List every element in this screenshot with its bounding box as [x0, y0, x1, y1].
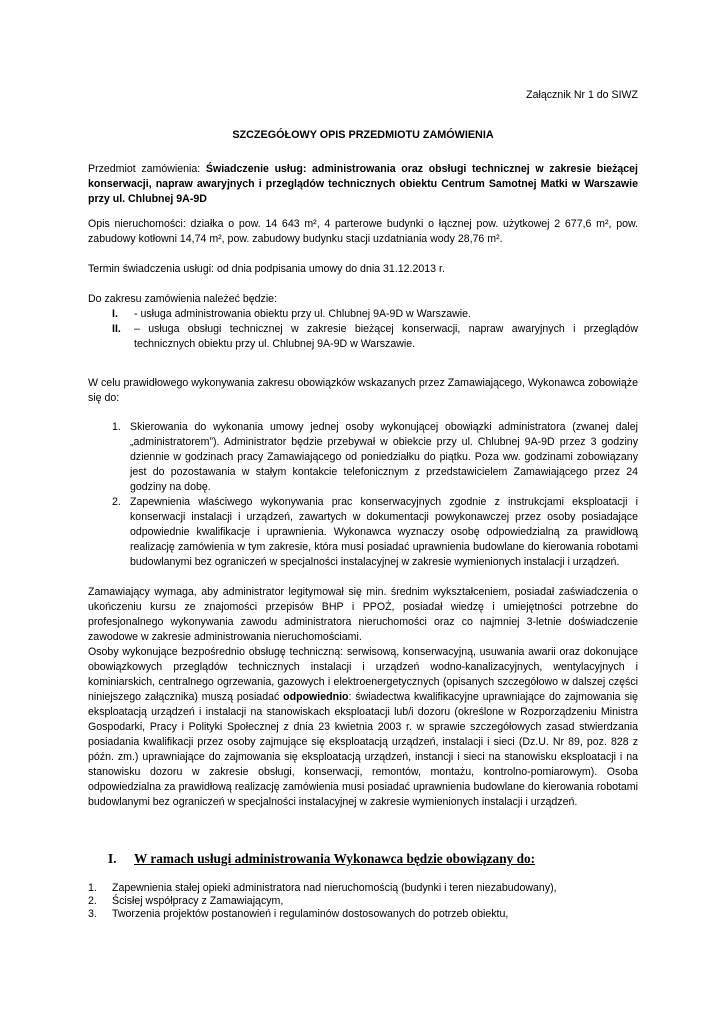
obligation-intro: W celu prawidłowego wykonywania zakresu obowiązków wskazanych przez Zamawiającego, Wykonawca zobowiąże się do:: [88, 377, 638, 404]
document-title: SZCZEGÓŁOWY OPIS PRZEDMIOTU ZAMÓWIENIA: [232, 129, 494, 141]
requirements-technical-staff: [88, 645, 638, 810]
section-item-number: 2.: [88, 895, 97, 907]
obligation-number: 2.: [112, 496, 121, 508]
section-item-number: 1.: [88, 882, 97, 894]
scope-item-text: – usługa obsługi technicznej w zakresie bieżącej konserwacji, napraw awaryjnych i przeglądów technicznych obiektu przy ul. Chlubnej 9A-9D w Warszawie.: [134, 323, 638, 350]
section-number: I.: [108, 851, 117, 866]
section-item-text: Zapewnienia stałej opieki administratora nad nieruchomością (budynki i teren niezabudowany),: [112, 882, 557, 894]
section-item-text: Tworzenia projektów postanowień i regulaminów dostosowanych do potrzeb obiektu,: [112, 908, 509, 920]
section-items-list: [88, 882, 638, 921]
obligation-text: Zapewnienia właściwego wykonywania prac konserwacyjnych zgodnie z instrukcjami eksploatacji i konserwacji instalacji i urządzeń, zawartych w dokumentacji powykonawczej przez osoby posiadające odpowiednie kwalifikacje i uprawnienia. Wykonawca wyznaczy osobę odpowiedzialną za prawidłową realizację zamówienia w tym zakresie, która musi posiadać uprawnienia budowlane do kierowania robotami budowlanymi bez ograniczeń w specjalności instalacyjnej w zakresie wymienionych instalacji i urządzeń.: [130, 496, 638, 568]
subject-label: Przedmiot zamówienia:: [88, 163, 206, 175]
section-item-text: Ścisłej współpracy z Zamawiającym,: [112, 895, 284, 907]
service-term: Termin świadczenia usługi: od dnia podpisania umowy do dnia 31.12.2013 r.: [88, 263, 445, 275]
requirements-text-continued: : świadectwa kwalifikacyjne uprawniające do zajmowania się eksploatacją urządzeń i instalacji na stanowiskach eksploatacji lub/i dozoru (określone w Rozporządzeniu Ministra Gospodarki, Pracy i Polityki Społecznej z dnia 23 kwietnia 2003 r. w sprawie szczegółowych zasad stwierdzania posiadania kwalifikacji przez osoby zajmujące się eksploatacją urządzeń, instalacji i sieci (Dz.U. Nr 89, poz. 828 z późn. zm.) uprawniające do zajmowania się eksploatacją urządzeń, instancji i sieci na stanowisku eksploatacji i na stanowisku dozoru w zakresie obsługi, konserwacji, remontów, montażu, kontrolno-pomiarowym). Osoba odpowiedzialna za prawidłową realizację zamówienia musi posiadać uprawnienia budowlane do kierowania robotami budowlanymi bez ograniczeń w specjalności instalacyjnej w zakresie wymienionych instalacji i urządzeń.: [88, 691, 638, 808]
annex-label: Załącznik Nr 1 do SIWZ: [526, 89, 638, 101]
scope-item: [112, 307, 638, 322]
obligation-item: [88, 420, 638, 495]
subject-value: Świadczenie usług: administrowania oraz obsługi technicznej w zakresie bieżącej konserwacji, napraw awaryjnych i przeglądów technicznych obiektu Centrum Samotnej Matki w Warszawie przy ul. Chlubnej 9A-9D: [88, 163, 638, 205]
section-item: [88, 882, 638, 895]
obligations-list: [88, 420, 638, 570]
scope-item-text: - usługa administrowania obiektu przy ul. Chlubnej 9A-9D w Warszawie.: [134, 308, 471, 320]
section-item-number: 3.: [88, 908, 97, 920]
requirements-emphasis: odpowiednio: [283, 691, 349, 703]
obligation-item: [88, 495, 638, 570]
subject-paragraph: [88, 162, 638, 207]
section-item: [88, 895, 638, 908]
property-description: Opis nieruchomości: działka o pow. 14 643 m², 4 parterowe budynki o łącznej pow. użytkowej 2 677,6 m², pow. zabudowy kotłowni 14,74 m², pow. zabudowy budynku stacji uzdatniania wody 28,76 m².: [88, 218, 638, 245]
obligation-text: Skierowania do wykonania umowy jednej osoby wykonującej obowiązki administratora (zwanej dalej „administratorem”). Administrator będzie przebywał w obiekcie przy ul. Chlubnej 9A-9D przez 3 godziny dziennie w godzinach pracy Zamawiającego od poniedziałku do piątku. Poza ww. godzinami zobowiązany jest do pozostawania w stałym kontakcie telefonicznym z przedstawicielem Zamawiającego przez 24 godziny na dobę.: [130, 421, 638, 493]
requirements-text: Osoby wykonujące bezpośrednio obsługę techniczną: serwisową, konserwacyjną, usuwania awarii oraz dokonujące obowiązkowych przeglądów technicznych instalacji i urządzeń wodno-kanalizacyjnych, wentylacyjnych i kominiarskich, centralnego ogrzewania, gazowych i elektroenergetycznych (opisanych szczegółowo w dalszej części niniejszego załącznika) muszą posiadać: [88, 646, 638, 703]
scope-intro: Do zakresu zamówienia należeć będzie:: [88, 293, 278, 305]
scope-section: [88, 292, 638, 352]
section-heading: [108, 851, 638, 867]
scope-item: [112, 322, 638, 352]
section-item: [88, 908, 638, 921]
requirements-administrator: Zamawiający wymaga, aby administrator legitymował się min. średnim wykształceniem, posiadał zaświadczenia o ukończeniu kursu ze znajomości przepisów BHP i PPOŻ, posiadał wiedzę i umiejętności potrzebne do profesjonalnego wykonywania zawodu administratora nieruchomości oraz co najmniej 3-letnie doświadczenie zawodowe w zakresie administrowania nieruchomościami.: [88, 586, 638, 643]
obligation-number: 1.: [112, 421, 121, 433]
section-title: W ramach usługi administrowania Wykonawca będzie obowiązany do:: [134, 851, 536, 866]
scope-list: [88, 307, 638, 352]
scope-item-number: II.: [112, 323, 121, 335]
scope-item-number: I.: [112, 308, 118, 320]
